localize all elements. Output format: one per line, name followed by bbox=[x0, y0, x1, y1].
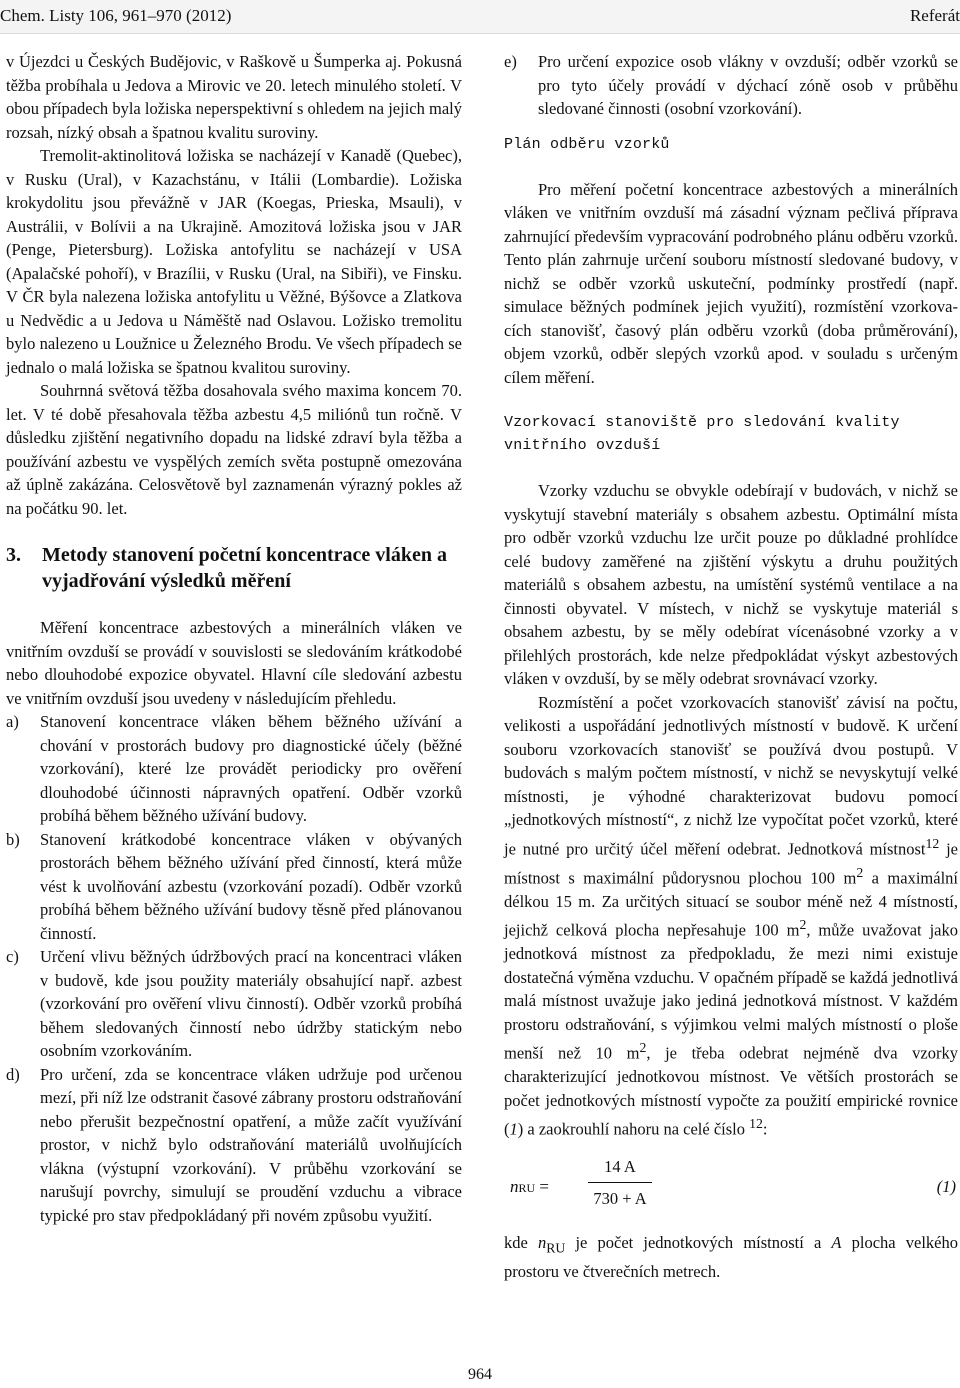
section-title: Metody stanovení početní koncentrace vláken a vyjadřování výsledků měření bbox=[42, 544, 447, 592]
section-heading bbox=[6, 542, 462, 594]
list-item bbox=[6, 828, 462, 946]
subsection-heading: Plán odběru vzorků bbox=[504, 135, 670, 153]
equation-denominator: 730 + A bbox=[593, 1188, 647, 1208]
article-type: Referát bbox=[909, 6, 960, 25]
paragraph: kde $n_{RU}$ je počet jednotkových místností a A plocha velkého prostoru ve čtverečních metrech. bbox=[504, 1233, 958, 1281]
left-column bbox=[6, 50, 462, 1227]
page-number: 964 bbox=[468, 1366, 492, 1383]
list-item bbox=[6, 945, 462, 1063]
paragraph: Rozmístění a počet vzorkovacích stanovišť závisí na počtu, velikosti a uspořádání jednotlivých místností v budově. K určení souboru vzorkovacích stanovišť se používá dvou postupů. V budovách s malým počtem místností, v nichž se nevyskytují velké místnosti, je výhodné charakterizovat budovu pomocí „jednotkových místností“, z nichž lze vypočítat počet vzorků, které je nutné pro určitý účel měření odebrat. Jednotková místnost$^{12}$ je místnost s maximální půdorysnou plochou 100 $m^2$ a maximální délkou 15 m. Za určitých situací se soubor méně než 4 místností, jejichž celková plocha nepřesahuje 100 $m^2$, může uvažovat jako jednotková místnost za předpokladu, že mezi nimi existuje dostatečná výměna vzduchu. V opačném případě se každá jednotlivá malá místnost uvažuje jako jediná jednotková místnost. V každém prostoru odstraňování, s výjimkou velmi malých místností o ploše menší než 10 $m^2$, je třeba odebrat nejméně dva vzorky charakterizující jednotkovou místnost. Ve větších prostorách se počet jednotkových místností vypočte za použití empirické rovnice (1) a zaokrouhlí nahoru na celé číslo $^{12}$: bbox=[504, 692, 959, 1139]
list-item-text: Pro určení expozice osob vlákny v ovzduší; odběr vzorků se pro tyto účely provádí v dýchací zóně osob v průběhu sledované činnosti (osobní vzorkování). bbox=[538, 52, 958, 118]
fraction-bar bbox=[588, 1182, 652, 1183]
right-column bbox=[504, 50, 958, 1283]
list-marker: e) bbox=[504, 52, 517, 71]
list-item-text: Pro určení, zda se koncentrace vláken udržuje pod určenou mezí, při níž lze odstranit časové zábrany prostoru odstraňování nebo přerušit bezpečnostní opatření, a může začít využívání prostor, v nichž bylo odstraňování materiálů uvolňujících vlákna (výstupní vzorkování). V průběhu vzorkování se narušují povrchy, simulují se proudění vzduchu a vibrace typické pro stav předpokládaný při novém způsobu využití. bbox=[40, 1064, 462, 1225]
list-item bbox=[6, 710, 462, 828]
paragraph: Měření koncentrace azbestových a minerálních vláken ve vnitřním ovzduší se provádí v souvislosti se sledováním krátkodobé nebo dlouhodobé expozice obyvatel. Hlavní cíle sledování azbestu ve vnitřním ovzduší jsou uvedeny v následujícím přehledu. bbox=[6, 618, 462, 708]
equation-number: (1) bbox=[936, 1177, 956, 1196]
journal-citation: Chem. Listy 106, 961–970 (2012) bbox=[0, 6, 232, 25]
paragraph: Tremolit-aktinolitová ložiska se nacházejí v Kanadě (Quebec), v Rusku (Ural), v Kazachstánu, v Itálii (Lombardie). Ložiska krokydolitu jsou převážně v JAR (Koegas, Prieska, Msauli), v Austrálii, v Bolívii a na Ukrajině. Amozitová ložiska jsou v JAR (Penge, Pietersburg). Ložiska antofylitu se nacházejí v USA (Apalačské pohoří), v Brazílii, v Rusku (Ural, na Sibiři), ve Finsku. V ČR byla nalezena ložiska antofylitu u Věžné, Býšovce a Zlatkova u Nedvědic a u Jedova u Náměště nad Oslavou. Ložisko tremolitu bylo nalezeno u Loužnice u Železného Brodu. Ve všech případech se jednalo o malá ložiska se špatnou kvalitou suroviny. bbox=[6, 146, 462, 377]
list-marker: a) bbox=[6, 712, 19, 731]
equation-lhs: nRU = bbox=[510, 1177, 550, 1196]
list-marker: d) bbox=[6, 1064, 20, 1084]
list-marker: b) bbox=[6, 829, 20, 849]
subsection-heading: Vzorkovací stanoviště pro sledování kvality vnitřního ovzduší bbox=[504, 414, 900, 454]
equation-fraction bbox=[588, 1155, 652, 1210]
paragraph: Souhrnná světová těžba dosahovala svého maxima koncem 70. let. V té době přesahovala těžba azbestu 4,5 miliónů tun ročně. V důsledku zjištění negativního dopadu na lidské zdraví byla těžba a používání azbestu ve vyspělých zemích světa postupně omezována až úplně zakázána. Celosvětově byl zaznamenán výrazný pokles až na počátku 90. let. bbox=[6, 381, 462, 518]
citation-ref: 12 bbox=[749, 1116, 763, 1131]
equation-ref: 1 bbox=[509, 1119, 518, 1139]
list-marker: c) bbox=[6, 947, 19, 966]
list-item-text: Určení vlivu běžných údržbových prací na koncentraci vláken v budově, kde jsou použity materiály obsahující např. azbest (vzorkování pro ověření vlivu činností). Odběr vzorků probíhá během sledovaných činností nebo údržby statickým nebo osobním vzorkováním. bbox=[40, 947, 462, 1060]
list-item-text: Stanovení koncentrace vláken během běžného užívání a chování v prostorách budovy pro diagnostické účely (běžné vzorkování), které lze provádět periodicky pro ověření dlouhodobé účinnosti nápravných opatření. Odběr vzorků probíhá během běžného užívání budovy. bbox=[40, 712, 462, 825]
paragraph: Pro měření početní koncentrace azbestových a minerálních vláken ve vnitřním ovzduší má zásadní význam pečlivá příprava zahrnující především vypracování podrobného plánu odběru vzorků. Tento plán zahrnuje určení souboru místností sledované budovy, v nichž se odběr vzorků uskuteční, podmínky prostředí (např. simulace běžných podmínek jejich využití), rozmístění vzorkovacích stanovišť, časový plán odběru vzorků (doba průměrování), objem vzorků, odběr slepých vzorků apod. v souladu s určeným cílem měření. bbox=[504, 179, 958, 387]
paragraph: v Újezdci u Českých Budějovic, v Raškově u Šumperka aj. Pokusná těžba probíhala u Jedova a Mirovic ve 20. letech minulého století. V obou případech byla ložiska neperspektivní s ohledem na jejich malý rozsah, nízký obsah a špatnou kvalitu suroviny. bbox=[6, 52, 462, 142]
section-number: 3. bbox=[6, 544, 21, 566]
list-item bbox=[6, 1063, 462, 1228]
equation-numerator: 14 A bbox=[604, 1157, 636, 1176]
paragraph: Vzorky vzduchu se obvykle odebírají v budovách, v nichž se vyskytují stavební materiály s obsahem azbestu. Optimální místa pro odběr vzorků vzduchu lze určit pouze po důkladné prohlídce celé budovy zaměřené na zjištění výskytu a druhu použitých materiálů s obsahem azbestu, na umístění systémů ventilace a na činnosti obyvatel. V místech, v nichž se vyskytuje materiál s obsahem azbestu, by se měly odebírat vícenásobné vzorky a v přilehlých prostorách, kde nelze předpokládat výskyt azbestových vláken v ovzduší, by se měly odebrat srovnávací vzorky. bbox=[504, 481, 958, 688]
list-item bbox=[504, 50, 958, 121]
equation bbox=[504, 1155, 958, 1217]
list-item-text: Stanovení krátkodobé koncentrace vláken v obývaných prostorách během běžného užívání před činností, která může vést k uvolňování azbestu (vzorkování pozadí). Odběr vzorků probíhá během běžného užívání budovy těsně před plánovanou činností. bbox=[40, 829, 462, 943]
page-header bbox=[0, 0, 960, 34]
citation-ref: 12 bbox=[925, 835, 940, 851]
